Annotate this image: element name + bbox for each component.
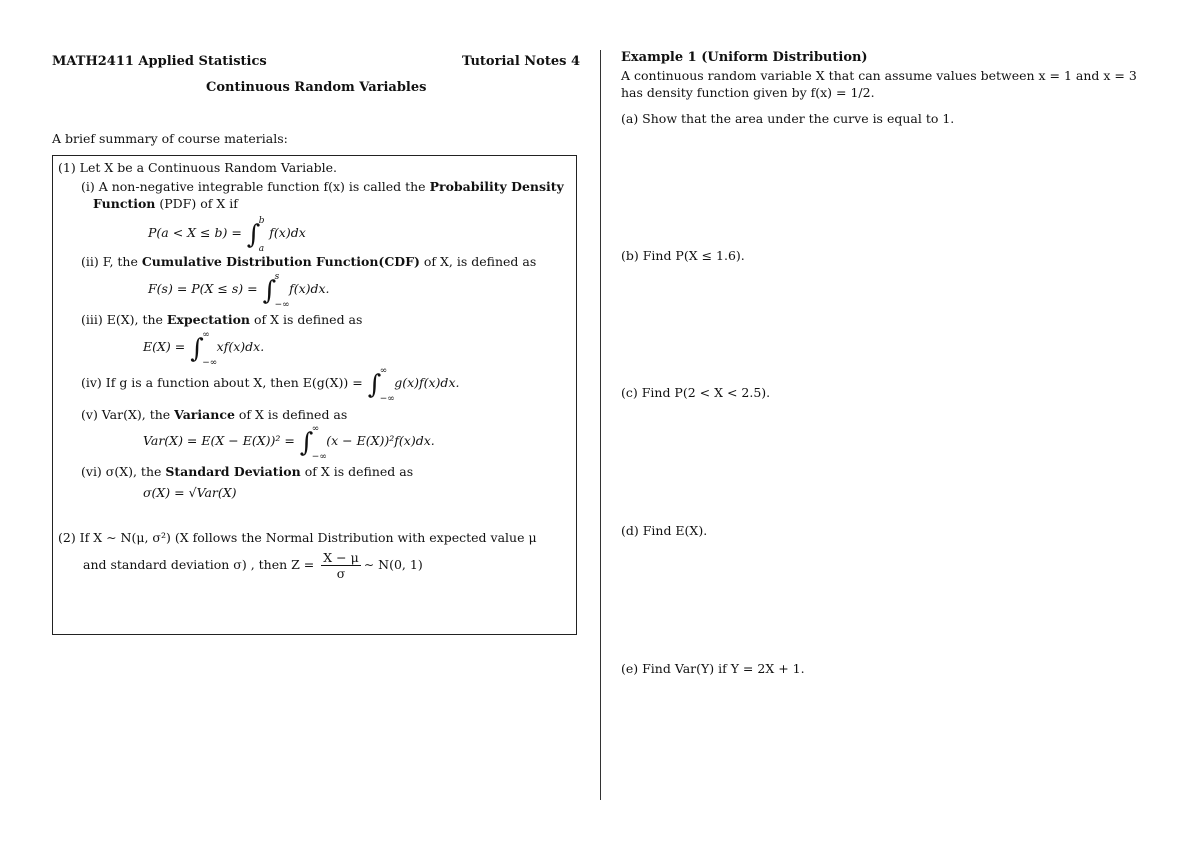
column-divider bbox=[600, 50, 601, 800]
question-b: (b) Find P(X ≤ 1.6). bbox=[621, 248, 745, 263]
pdf-equation: P(a < X ≤ b) = ∫ b a f(x)dx bbox=[148, 216, 306, 254]
def-cdf-text: (ii) F, the Cumulative Distribution Function(CDF) of X, is defined as bbox=[81, 254, 537, 269]
summary-intro: A brief summary of course materials: bbox=[52, 131, 288, 146]
item-1: (1) Let X be a Continuous Random Variable. bbox=[58, 160, 337, 175]
normal-standardization: and standard deviation σ) , then Z = $\frac{X - \mu}{\sigma}$ ∼ N(0, 1) bbox=[83, 550, 423, 581]
question-c: (c) Find P(2 < X < 2.5). bbox=[621, 385, 771, 400]
def-std-text: (vi) σ(X), the Standard Deviation of X is defined as bbox=[81, 464, 414, 479]
question-e: (e) Find Var(Y) if Y = 2X + 1. bbox=[621, 661, 805, 676]
item-2: (2) If X ∼ N(μ, σ²) (X follows the Normal Distribution with expected value μ bbox=[58, 530, 537, 545]
example-description-line-2: has density function given by f(x) = 1/2. bbox=[621, 85, 875, 100]
def-pdf-text-2: Function (PDF) of X if bbox=[93, 196, 238, 211]
question-a: (a) Show that the area under the curve is equal to 1. bbox=[621, 111, 955, 126]
std-equation: σ(X) = √Var(X) bbox=[143, 485, 237, 500]
def-variance-text: (v) Var(X), the Variance of X is defined as bbox=[81, 407, 348, 422]
expectation-equation: E(X) = ∫ ∞ −∞ xf(x)dx. bbox=[143, 330, 265, 368]
example-description-line-1: A continuous random variable X that can assume values between x = 1 and x = 3 bbox=[621, 68, 1137, 83]
cdf-equation: F(s) = P(X ≤ s) = ∫ s −∞ f(x)dx. bbox=[148, 272, 330, 310]
page-title: Continuous Random Variables bbox=[206, 80, 427, 95]
notes-number: Tutorial Notes 4 bbox=[462, 54, 581, 69]
course-title: MATH2411 Applied Statistics bbox=[52, 54, 267, 69]
variance-equation: Var(X) = E(X − E(X))² = ∫ ∞ −∞ (x − E(X))²f(x)dx. bbox=[143, 424, 435, 462]
def-pdf-text: (i) A non-negative integrable function f(x) is called the Probability Density bbox=[81, 179, 564, 194]
example-title: Example 1 (Uniform Distribution) bbox=[621, 50, 868, 65]
question-d: (d) Find E(X). bbox=[621, 523, 708, 538]
summary-box bbox=[52, 155, 577, 635]
def-function-expectation: (iv) If g is a function about X, then E(g(X)) = ∫ ∞ −∞ g(x)f(x)dx. bbox=[81, 366, 460, 404]
def-expectation-text: (iii) E(X), the Expectation of X is defined as bbox=[81, 312, 363, 327]
